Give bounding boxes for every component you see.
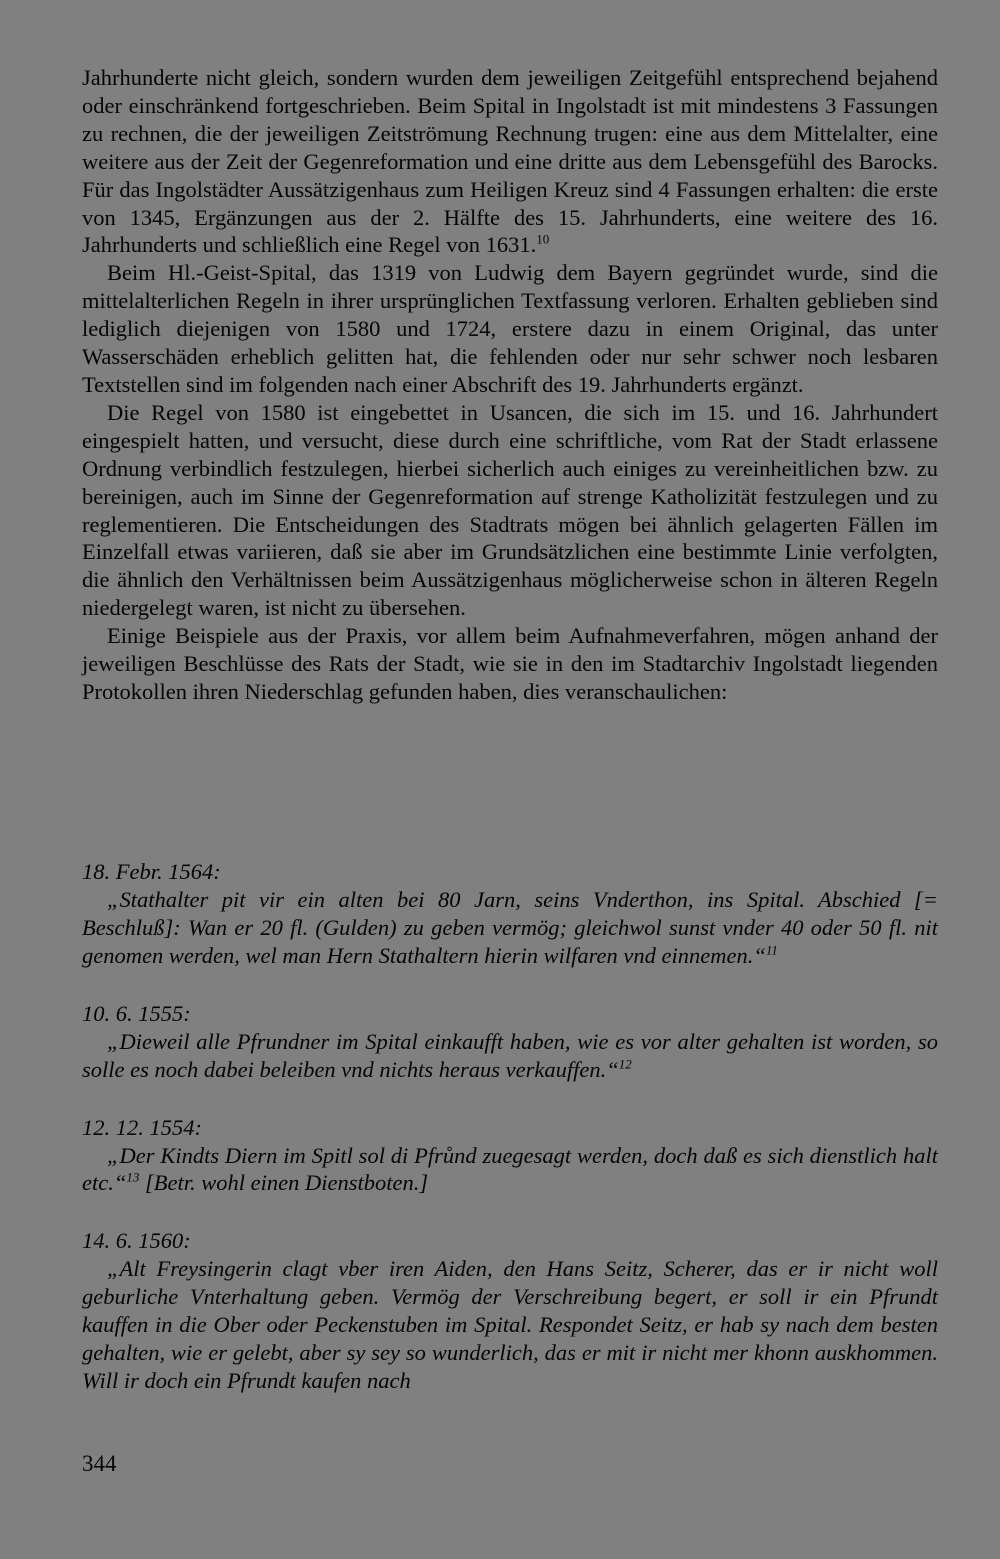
entry-date: 12. 12. 1554: <box>82 1114 202 1140</box>
entry-quote: „Alt Freysingerin clagt vber iren Aiden, den Hans Seitz, Scherer, das er ir nicht woll geburliche Vnterhaltung geben. Vermög der Verschreibung begert, er soll ir ein Pfrundt kauffen in die Ober oder Peckenstuben im Spital. Respondet Seitz, er hab sy nach dem besten gehalten, wie er gelebt, aber sy sey so wunderlich, das er mit ir nicht mer khonn auskhommen. Will ir doch ein Pfrundt kaufen nach <box>82 1256 938 1393</box>
protocol-entry <box>82 1227 938 1395</box>
paragraph: Einige Beispiele aus der Praxis, vor allem beim Aufnahmeverfahren, mögen anhand der jeweiligen Beschlüsse des Rats der Stadt, wie sie in den im Stadtarchiv Ingolstadt liegenden Protokollen ihren Niederschlag gefunden haben, dies veranschaulichen: <box>82 623 938 704</box>
editor-note: [Betr. wohl einen Dienstboten.] <box>139 1170 429 1196</box>
entry-quote: „Stathalter pit vir ein alten bei 80 Jarn, seins Vnderthon, ins Spital. Abschied [= Beschluß]: Wan er 20 fl. (Gulden) zu geben vermög; gleichwol sunst vnder 40 oder 50 fl. nit genomen werden, wel man Hern Stathaltern hierin wilfaren vnd einnemen.“$^{11}$ <box>82 887 938 968</box>
paragraph: Beim Hl.-Geist-Spital, das 1319 von Ludwig dem Bayern gegründet wurde, sind die mittelalterlichen Regeln in ihrer ursprünglichen Textfassung verloren. Erhalten geblieben sind lediglich diejenigen von 1580 und 1724, erstere dazu in einem Original, das unter Wasserschäden erheblich gelitten hat, die fehlenden oder nur sehr schwer noch lesbaren Textstellen sind im folgenden nach einer Abschrift des 19. Jahrhunderts ergänzt. <box>82 260 938 397</box>
entry-quote: „Dieweil alle Pfrundner im Spital einkaufft haben, wie es vor alter gehalten ist worden, so solle es noch dabei beleiben vnd nichts heraus verkauffen.“$^{12}$ <box>82 1028 938 1082</box>
paragraph: Die Regel von 1580 ist eingebettet in Usancen, die sich im 15. und 16. Jahrhundert eingespielt hatten, und versucht, diese durch eine schriftliche, vom Rat der Stadt erlassene Ordnung verbindlich festzulegen, hierbei sicherlich auch einiges zu vereinheitlichen bzw. zu bereinigen, auch im Sinne der Gegenreformation auf strenge Katholizität festzulegen und zu reglementieren. Die Entscheidungen des Stadtrats mögen bei ähnlich gelagerten Fällen im Einzelfall etwas variieren, daß sie aber im Grundsätzlichen eine bestimmte Linie verfolgten, die ähnlich den Verhältnissen beim Aussätzigenhaus möglicherweise schon in älteren Regeln niedergelegt waren, ist nicht zu übersehen. <box>82 399 938 621</box>
protocol-entry <box>82 1000 938 1084</box>
protocol-entry <box>82 858 938 970</box>
entry-date: 10. 6. 1555: <box>82 1000 191 1026</box>
protocol-entries <box>82 858 938 1425</box>
footnote-marker: 11 <box>765 942 778 958</box>
footnote-marker: 12 <box>618 1056 632 1072</box>
page-number: 344 <box>82 1451 117 1476</box>
footnote-marker: 13 <box>126 1169 140 1185</box>
protocol-entry <box>82 1114 938 1198</box>
entry-quote: „Der Kindts Diern im Spitl sol di Pfrůnd zuegesagt werden, doch daß es sich dienstlich halt etc.“$^{13}$ [Betr. wohl einen Dienstboten.] <box>82 1142 938 1196</box>
entry-date: 18. Febr. 1564: <box>82 859 221 884</box>
entry-date: 14. 6. 1560: <box>82 1228 191 1254</box>
body-text <box>82 64 938 706</box>
footnote-marker: 10 <box>536 231 550 247</box>
paragraph: Jahrhunderte nicht gleich, sondern wurden dem jeweiligen Zeitgefühl entsprechend bejahend oder einschränkend fortgeschrieben. Beim Spital in Ingolstadt ist mit mindestens 3 Fassungen zu rechnen, die der jeweiligen Zeitströmung Rechnung trugen: eine aus dem Mittelalter, eine weitere aus der Zeit der Gegenreformation und eine dritte aus dem Lebensgefühl des Barocks. Für das Ingolstädter Aussätzigenhaus zum Heiligen Kreuz sind 4 Fassungen erhalten: die erste von 1345, Ergänzungen aus der 2. Hälfte des 15. Jahrhunderts, eine weitere des 16. Jahrhunderts und schließlich eine Regel von 1631.10 <box>82 65 938 258</box>
